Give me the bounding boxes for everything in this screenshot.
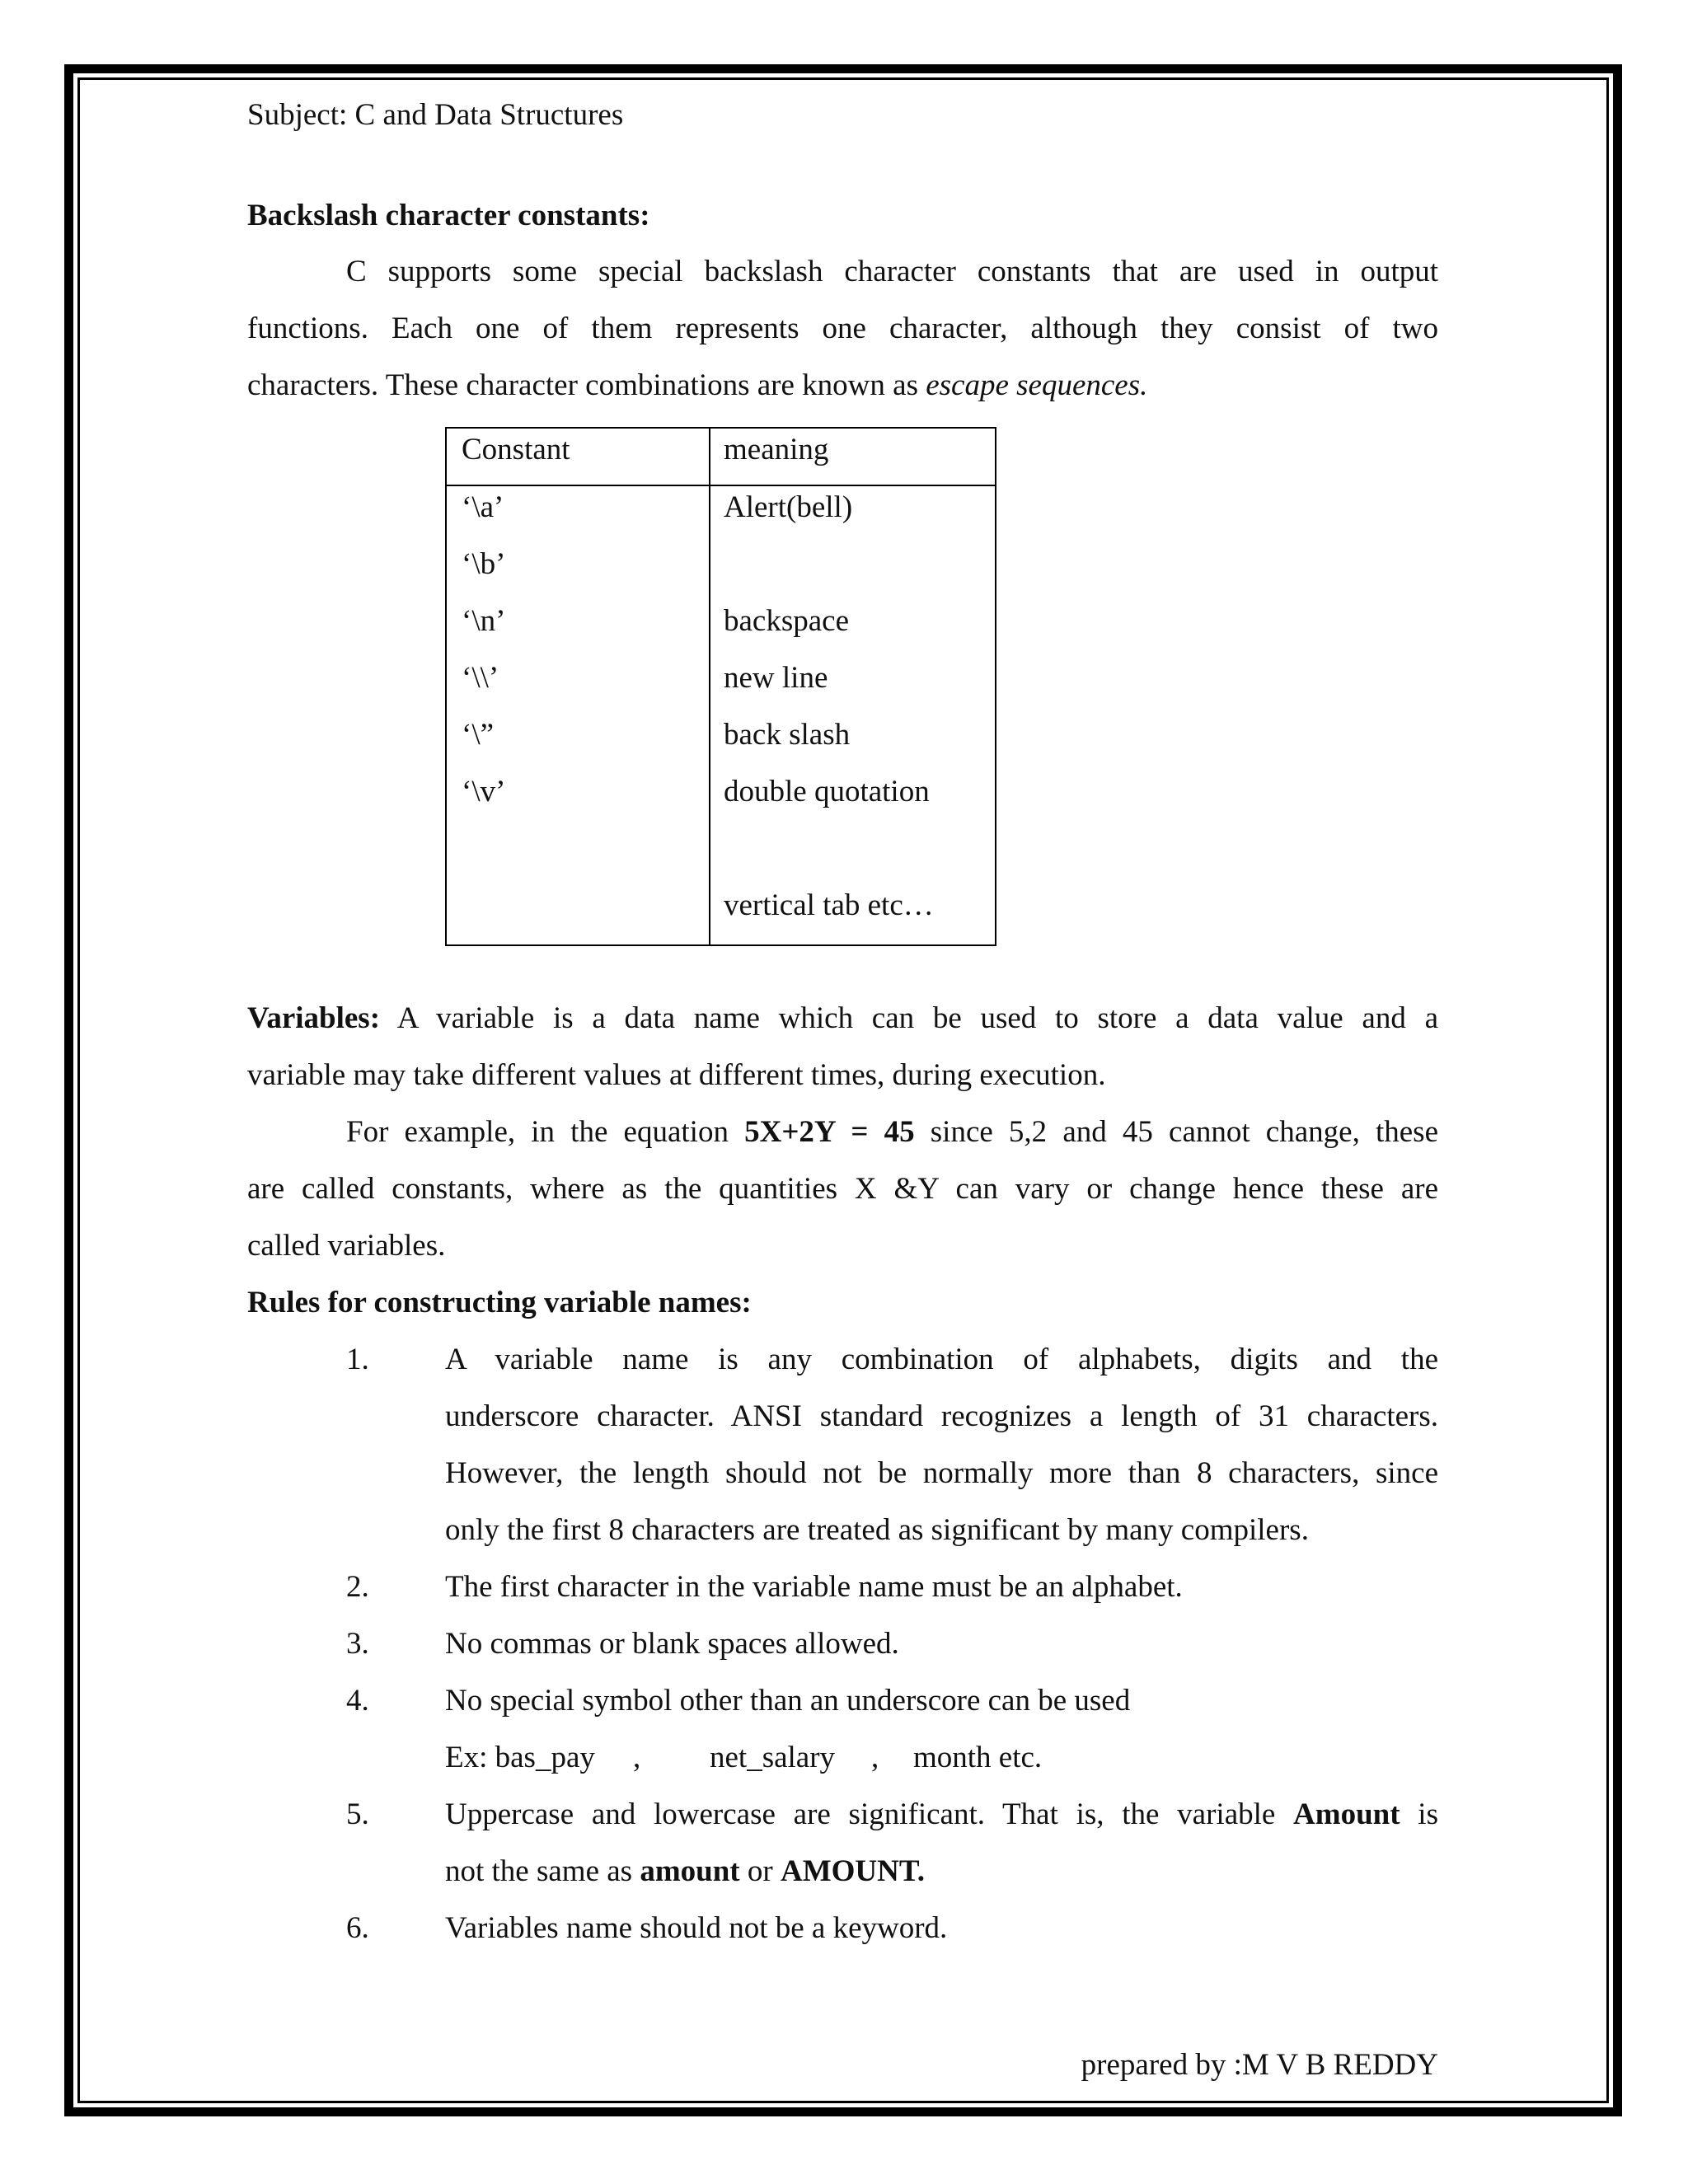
- table-constant: ‘\b’: [462, 547, 506, 581]
- table-constant: ‘\n’: [462, 604, 506, 638]
- table-constant: ‘\a’: [462, 490, 504, 524]
- table-constant: ‘\\’: [462, 661, 499, 695]
- rule-4-text: No special symbol other than an underscore can be used: [445, 1684, 1131, 1718]
- table-meaning: back slash: [724, 718, 851, 752]
- rule-4-example-comma: ,: [871, 1741, 879, 1774]
- rule-1-line-1: A variable name is any combination of alphabets, digits and the: [445, 1343, 1438, 1376]
- rule-1-line-2: underscore character. ANSI standard recognizes a length of 31 characters.: [445, 1399, 1438, 1433]
- backslash-para-line-3: characters. These character combinations are known as escape sequences.: [247, 368, 1148, 402]
- rule-4-example-a: Ex: bas_pay: [445, 1741, 595, 1774]
- table-meaning: vertical tab etc…: [724, 888, 934, 922]
- rule-3-text: No commas or blank spaces allowed.: [445, 1627, 899, 1661]
- rule-number: 3.: [346, 1627, 369, 1661]
- table-meaning: backspace: [724, 604, 850, 638]
- backslash-heading: Backslash character constants:: [247, 199, 650, 232]
- backslash-para-line-1: C supports some special backslash character constants that are used in output: [346, 255, 1438, 288]
- rule-4-example-comma: ,: [633, 1741, 641, 1774]
- table-header-divider: [447, 485, 995, 486]
- variables-line-2: variable may take different values at different times, during execution.: [247, 1058, 1106, 1092]
- subject-header: Subject: C and Data Structures: [247, 98, 624, 132]
- rule-6-text: Variables name should not be a keyword.: [445, 1911, 948, 1945]
- table-constant: ‘\v’: [462, 775, 506, 808]
- table-constant: ‘\”: [462, 718, 495, 752]
- rules-heading: Rules for constructing variable names:: [247, 1286, 752, 1319]
- rule-4-example-b: net_salary: [710, 1741, 836, 1774]
- rule-5-line-1: Uppercase and lowercase are significant. That is, the variable Amount is: [445, 1797, 1438, 1831]
- rule-number: 2.: [346, 1570, 369, 1604]
- rule-number: 6.: [346, 1911, 369, 1945]
- table-header-constant: Constant: [462, 433, 570, 466]
- rule-2-text: The first character in the variable name must be an alphabet.: [445, 1570, 1183, 1604]
- backslash-para-line-2: functions. Each one of them represents one character, although they consist of two: [247, 312, 1438, 345]
- example-line-3: called variables.: [247, 1229, 446, 1263]
- variables-line-1: Variables: A variable is a data name which can be used to store a data value and a: [247, 1001, 1438, 1035]
- table-meaning: Alert(bell): [724, 490, 853, 524]
- prepared-by-footer: prepared by :M V B REDDY: [1081, 2048, 1438, 2082]
- table-header-meaning: meaning: [724, 433, 829, 466]
- table-column-divider: [709, 429, 710, 944]
- table-meaning: double quotation: [724, 775, 930, 808]
- rule-number: 4.: [346, 1684, 369, 1718]
- rule-number: 1.: [346, 1343, 369, 1376]
- table-meaning: new line: [724, 661, 828, 695]
- rule-4-example-c: month etc.: [913, 1741, 1043, 1774]
- rule-5-line-2: not the same as amount or AMOUNT.: [445, 1854, 926, 1888]
- rule-1-line-4: only the first 8 characters are treated as significant by many compilers.: [445, 1513, 1309, 1547]
- rule-1-line-3: However, the length should not be normally more than 8 characters, since: [445, 1456, 1438, 1490]
- escape-sequence-table: [445, 427, 996, 946]
- rule-number: 5.: [346, 1797, 369, 1831]
- example-line-1: For example, in the equation 5X+2Y = 45 since 5,2 and 45 cannot change, these: [346, 1115, 1438, 1149]
- example-line-2: are called constants, where as the quantities X &Y can vary or change hence these are: [247, 1172, 1438, 1206]
